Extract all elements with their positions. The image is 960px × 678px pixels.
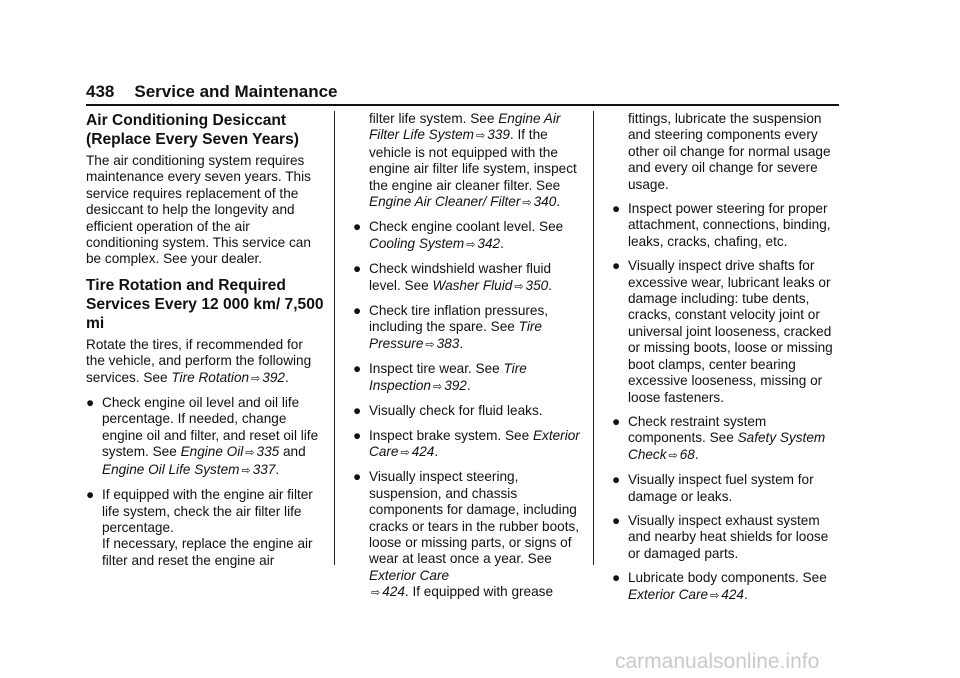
column-divider	[593, 111, 594, 565]
text: Check engine oil level and oil life percentage. If needed, change engine oil and filter, and reset oil life system. See	[102, 395, 319, 460]
xref-link[interactable]: Tire Pressure	[369, 319, 542, 351]
bullet-icon: ●	[353, 303, 362, 319]
xref-page[interactable]: 383	[436, 335, 460, 351]
text: Inspect power steering for proper attachment, connections, binding, leaks, cracks, chafing, etc.	[628, 201, 831, 249]
text: Visually inspect exhaust system and nearby heat shields for loose or damaged parts.	[628, 512, 829, 561]
xref-page[interactable]: 337	[252, 461, 276, 477]
xref-page[interactable]: 340	[533, 194, 557, 210]
list-item: ● Inspect brake system. See Exterior Care ⇨ 424.	[353, 427, 580, 459]
xref-link[interactable]: Exterior Care	[369, 427, 580, 459]
paragraph-ac-desiccant: The air conditioning system requires maintenance every seven years. This service requires replacement of the desiccant to help the longevity and efficient operation of the air conditioning system. This service can be complex. See your dealer.	[86, 153, 311, 267]
text: Inspect brake system. See	[369, 427, 533, 443]
section-title: Service and Maintenance	[134, 82, 338, 101]
bullet-icon: ●	[353, 361, 362, 377]
paragraph-tire-rotation: Rotate the tires, if recommended for the vehicle, and perform the following services. See Tire Rotation ⇨ 392.	[86, 336, 312, 385]
continued-text: fittings, lubricate the suspension and steering components every other oil change for normal usage and every oil change for severe usage.	[628, 111, 831, 192]
list-item: ● Check windshield washer fluid level. See Washer Fluid ⇨ 350.	[353, 261, 553, 293]
text: Visually check for fluid leaks.	[369, 403, 543, 419]
list-item	[353, 403, 581, 419]
page-arrow-icon: ⇨	[514, 280, 524, 293]
list-item: ● Check tire inflation pressures, including the spare. See Tire Pressure ⇨ 383.	[353, 303, 549, 351]
bullet-icon: ●	[612, 413, 621, 429]
list-item: ● Lubricate body components. See Exterior Care ⇨ 424.	[612, 570, 827, 602]
page-arrow-icon: ⇨	[251, 372, 261, 385]
page-header	[86, 82, 338, 102]
text: . If equipped with grease	[404, 584, 554, 600]
column-3	[612, 111, 842, 612]
list-item: ● Check engine oil level and oil life percentage. If needed, change engine oil and filter, and reset oil life system. See Engine Oil ⇨ 335 and Engine Oil Life System ⇨ 337.	[86, 395, 319, 477]
text: and	[279, 444, 306, 460]
xref-link[interactable]: Tire Rotation	[171, 369, 250, 385]
xref-page[interactable]: 424	[411, 443, 435, 459]
xref-page[interactable]: 424	[382, 584, 405, 600]
column-divider	[334, 111, 335, 565]
list-item: ● Check restraint system components. See Safety System Check ⇨ 68.	[612, 413, 826, 462]
bullet-icon: ●	[612, 258, 621, 274]
xref-link[interactable]: Washer Fluid	[432, 277, 513, 293]
page-number: 438	[86, 82, 115, 101]
list-item: ● Check engine coolant level. See Cooling System ⇨ 342.	[353, 219, 564, 251]
page-arrow-icon: ⇨	[522, 197, 532, 210]
xref-page[interactable]: 392	[262, 369, 285, 385]
page-arrow-icon: ⇨	[710, 589, 720, 602]
page-arrow-icon: ⇨	[400, 446, 410, 459]
xref-link[interactable]: Tire Inspection	[369, 361, 527, 393]
xref-link[interactable]: Engine Oil Life System	[102, 461, 240, 477]
xref-page[interactable]: 335	[256, 444, 280, 460]
bullet-icon: ●	[612, 512, 621, 528]
column-1	[86, 111, 324, 577]
list-item	[612, 513, 842, 562]
watermark: carmanualsonline.info	[615, 650, 820, 673]
text: Check tire inflation pressures, including the spare. See	[369, 303, 549, 335]
text: Visually inspect steering, suspension, and chassis components for damage, including cracks or tears in the rubber boots, loose or missing parts, or signs of wear at least once a year. See	[369, 469, 580, 567]
header-rule	[86, 104, 839, 106]
page-arrow-icon: ⇨	[241, 464, 251, 477]
text: If necessary, replace the engine air filter and reset the engine air	[102, 536, 313, 568]
page-arrow-icon: ⇨	[466, 238, 476, 251]
xref-link[interactable]: Exterior Care	[628, 586, 709, 602]
xref-link[interactable]: Engine Air Cleaner/ Filter	[369, 194, 521, 210]
heading-ac-desiccant: Air Conditioning Desiccant (Replace Every Seven Years)	[86, 112, 299, 148]
xref-link[interactable]: Exterior Care	[369, 567, 450, 583]
xref-link[interactable]: Engine Air Filter Life System	[369, 111, 561, 143]
text: Lubricate body components. See	[628, 570, 827, 586]
text: Inspect tire wear. See	[369, 361, 504, 377]
text: If equipped with the engine air filter life system, check the air filter life percentage.	[102, 487, 313, 535]
page-arrow-icon: ⇨	[668, 449, 678, 462]
xref-page[interactable]: 342	[477, 235, 501, 251]
list-item: ● Inspect tire wear. See Tire Inspection ⇨ 392.	[353, 361, 527, 393]
text: . If the vehicle is not equipped with the engine air filter life system, inspect the engine air cleaner filter. See	[369, 127, 577, 193]
list-item	[86, 487, 324, 569]
bullet-icon: ●	[86, 487, 95, 503]
text: Rotate the tires, if recommended for the vehicle, and perform the following services. See	[86, 336, 312, 385]
text: Check engine coolant level. See	[369, 219, 564, 235]
list-item	[612, 201, 842, 250]
bullet-icon: ●	[353, 219, 362, 235]
text: Check windshield washer fluid level. See	[369, 261, 552, 293]
list-item	[612, 472, 842, 505]
list-item	[353, 469, 581, 601]
text: Check restraint system components. See	[628, 413, 767, 446]
text: Visually inspect fuel system for damage or leaks.	[628, 472, 814, 504]
bullet-icon: ●	[86, 395, 95, 411]
bullet-icon: ●	[612, 472, 621, 488]
continued-text: filter life system. See Engine Air Filter Life System ⇨ 339. If the vehicle is not equipped with the engine air filter life system, inspect the engine air cleaner filter. See Engine Air Cleaner/ Filter ⇨ 340.	[369, 111, 577, 210]
text: filter life system. See	[369, 111, 499, 126]
xref-link[interactable]: Safety System Check	[628, 430, 826, 462]
xref-page[interactable]: 424	[721, 586, 744, 602]
page-arrow-icon: ⇨	[371, 587, 381, 600]
xref-link[interactable]: Engine Oil	[180, 444, 244, 460]
bullet-icon: ●	[353, 261, 362, 277]
bullet-icon: ●	[612, 570, 621, 586]
heading-tire-rotation: Tire Rotation and Required Services Every 12 000 km/ 7,500 mi	[86, 276, 324, 332]
page-arrow-icon: ⇨	[432, 380, 443, 393]
page-arrow-icon: ⇨	[245, 447, 255, 460]
bullet-icon: ●	[612, 201, 621, 217]
page-arrow-icon: ⇨	[425, 338, 435, 351]
bullet-icon: ●	[353, 427, 362, 443]
text: Visually inspect drive shafts for excessive wear, lubricant leaks or damage including: tube dents, cracks, constant velocity joint or universal joint looseness, cracked or missing boots, loose or missing boot clamps, center bearing excessive looseness, missing or loose fasteners.	[628, 258, 833, 405]
column-2	[353, 111, 581, 610]
bullet-icon: ●	[353, 469, 362, 485]
list-item	[612, 258, 842, 406]
bullet-icon: ●	[353, 403, 362, 419]
xref-link[interactable]: Cooling System	[369, 235, 465, 251]
xref-page[interactable]: 392	[444, 377, 467, 393]
xref-page[interactable]: 68	[679, 446, 695, 462]
page-arrow-icon: ⇨	[476, 130, 486, 143]
xref-page[interactable]: 339	[487, 127, 510, 143]
xref-page[interactable]: 350	[525, 277, 549, 293]
